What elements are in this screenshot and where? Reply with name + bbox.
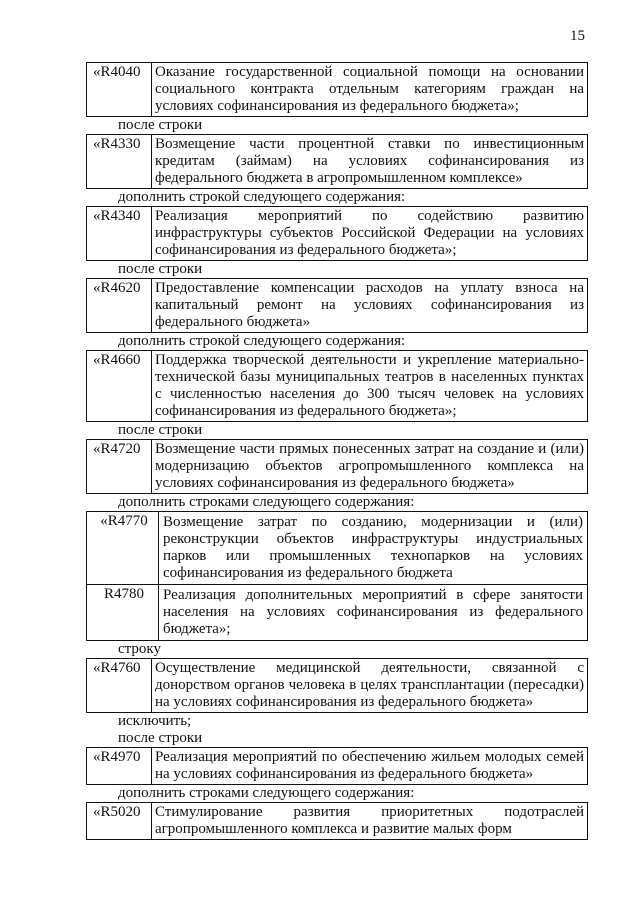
description-cell: Предоставление компенсации расходов на уплату взноса на капитальный ремонт на условиях софинансирования из федерального бюджета» [152, 279, 588, 333]
description-cell: Реализация дополнительных мероприятий в сфере занятости населения на условиях софинансирования из федерального бюджета»; [159, 585, 588, 641]
table-row [87, 803, 588, 840]
code-cell: «R4970 [87, 748, 152, 785]
table-row [87, 748, 588, 785]
instruction-text: после строки [118, 422, 203, 438]
instruction-text: дополнить строками следующего содержания: [118, 494, 415, 510]
instruction-text: дополнить строками следующего содержания: [118, 785, 415, 801]
code-cell: «R4620 [87, 279, 152, 333]
instruction-text: дополнить строкой следующего содержания: [118, 333, 406, 349]
table-row [87, 351, 588, 422]
code-cell: «R4330 [87, 135, 152, 189]
description-cell: Оказание государственной социальной помощи на основании социального контракта отдельным категориям граждан на условиях софинансирования из федерального бюджета»; [152, 63, 588, 117]
code-cell: «R4040 [87, 63, 152, 117]
code-table [86, 747, 588, 785]
instruction-text: после строки [118, 117, 203, 133]
code-cell: R4780 [87, 585, 159, 641]
description-cell: Реализация мероприятий по содействию развитию инфраструктуры субъектов Российской Федерации на условиях софинансирования из федерального бюджета»; [152, 207, 588, 261]
code-cell: «R5020 [87, 803, 152, 840]
page-number: 15 [570, 28, 585, 44]
description-cell: Поддержка творческой деятельности и укрепление материально-технической базы муниципальных театров в населенных пунктах с численностью населения до 300 тысяч человек на условиях софинансирования из федерального бюджета»; [152, 351, 588, 422]
code-table [86, 206, 588, 261]
document-body [86, 62, 588, 840]
table-row [87, 135, 588, 189]
instruction-text: после строки [118, 730, 203, 746]
code-cell: «R4720 [87, 440, 152, 494]
description-cell: Возмещение части процентной ставки по инвестиционным кредитам (займам) на условиях софинансирования из федерального бюджета в агропромышленном комплексе» [152, 135, 588, 189]
instruction-text: дополнить строкой следующего содержания: [118, 189, 406, 205]
code-table [86, 62, 588, 117]
code-table [86, 278, 588, 333]
table-row [87, 659, 588, 713]
instruction-text: исключить; [118, 713, 192, 729]
description-cell: Возмещение части прямых понесенных затрат на создание и (или) модернизацию объектов агропромышленного комплекса на условиях софинансирования из федерального бюджета» [152, 440, 588, 494]
code-table [86, 802, 588, 840]
table-row [87, 585, 588, 641]
code-table [86, 350, 588, 422]
description-cell: Осуществление медицинской деятельности, связанной с донорством органов человека в целях трансплантации (пересадки) на условиях софинансирования из федерального бюджета» [152, 659, 588, 713]
table-row [87, 279, 588, 333]
code-cell: «R4340 [87, 207, 152, 261]
table-row [87, 512, 588, 585]
instruction-text: строку [118, 641, 161, 657]
description-cell: Возмещение затрат по созданию, модернизации и (или) реконструкции объектов инфраструктуры индустриальных парков или промышленных технопарков на условиях софинансирования из федерального бюджета [159, 512, 588, 585]
code-table [86, 439, 588, 494]
table-row [87, 440, 588, 494]
table-row [87, 207, 588, 261]
table-row [87, 63, 588, 117]
code-cell: «R4760 [87, 659, 152, 713]
description-cell: Реализация мероприятий по обеспечению жильем молодых семей на условиях софинансирования из федерального бюджета» [152, 748, 588, 785]
code-table [86, 134, 588, 189]
description-cell: Стимулирование развития приоритетных подотраслей агропромышленного комплекса и развитие малых форм [152, 803, 588, 840]
code-table [86, 511, 588, 641]
code-cell: «R4770 [87, 512, 159, 585]
code-table [86, 658, 588, 713]
code-cell: «R4660 [87, 351, 152, 422]
instruction-text: после строки [118, 261, 203, 277]
